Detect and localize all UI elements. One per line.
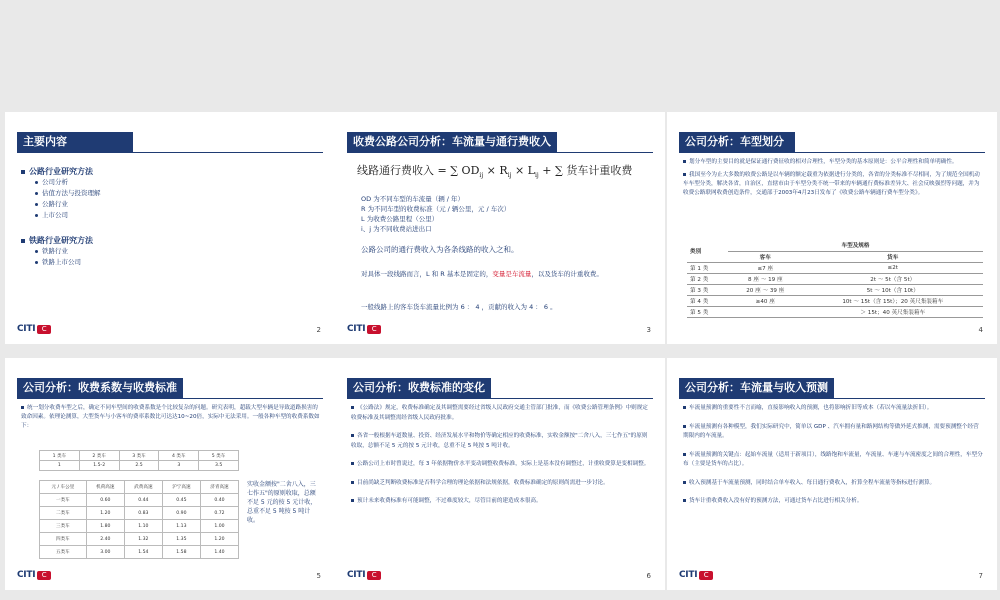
summary-text: 公路公司的通行费收入为各条线路的收入之和。 bbox=[361, 245, 519, 254]
square-bullet-icon bbox=[683, 499, 686, 502]
bullet-paragraph: 车流量预测的重要性不言而喻，直接影响收入的预测，也将影响折旧等成本（若以车流量法折旧）。 bbox=[683, 404, 983, 414]
page-number: 6 bbox=[646, 572, 651, 580]
slide-title: 公司分析：收费标准的变化 bbox=[347, 378, 491, 398]
slide-body bbox=[21, 404, 321, 435]
toc-item: 估值方法与投资理解 bbox=[35, 188, 101, 199]
toc-item: 上市公司 bbox=[35, 210, 101, 221]
bullet-paragraph: 车流量预测有各种模型，我们实际研究中，简单以 GDP 、汽车拥有量和路网结构等做外延式推测，需要预测整个经营期限内的车流量。 bbox=[683, 423, 979, 439]
table-row: 二类车 1.20 0.83 0.90 0.72 bbox=[40, 507, 239, 520]
slide-3[interactable] bbox=[335, 112, 665, 344]
square-bullet-icon bbox=[351, 434, 354, 437]
toc-section: 公路行业研究方法 bbox=[21, 166, 101, 177]
dot-bullet-icon bbox=[35, 192, 38, 195]
page-number: 7 bbox=[978, 572, 983, 580]
page-number: 4 bbox=[978, 326, 983, 334]
table-row: 一类车 0.60 0.44 0.45 0.40 bbox=[40, 494, 239, 507]
slide-title: 公司分析：收费系数与收费标准 bbox=[17, 378, 183, 398]
slide-body bbox=[683, 158, 983, 202]
bullet-paragraph: 各省一般根据车道数量、投资、经济发展水平和物价等确定相应的收费标准，实收金额按"二舍八入，三七作五"的原则收取，总额不足 5 元的按 5 元计收，总重不足 5 吨按 5 吨计收。 bbox=[351, 433, 648, 449]
square-bullet-icon bbox=[21, 239, 25, 243]
table-row: 三类车 1.80 1.10 1.13 1.00 bbox=[40, 520, 239, 533]
slide-6[interactable] bbox=[335, 358, 665, 590]
table-row: 第 2 类 8 座 ～ 19 座 2t ～ 5t（含 5t） bbox=[687, 273, 983, 284]
bullet-paragraph: 统一划分收费车型之后，确定不同车型间的收费系数是个比较复杂的问题。研究表明，超载大型车辆是导致道路损害的致命因素。依理论测算，大型货车与小客车的费率系数比可达达10~20倍，实际中无法采用。一般各种车型的收费系数如下： bbox=[21, 405, 320, 429]
table-of-contents bbox=[21, 160, 101, 268]
slide-7[interactable] bbox=[667, 358, 997, 590]
table-row: 第 3 类 20 座 ～ 39 座 5t ～ 10t（含 10t） bbox=[687, 284, 983, 295]
brand-logo: CITI C bbox=[17, 324, 51, 334]
dot-bullet-icon bbox=[35, 181, 38, 184]
square-bullet-icon bbox=[351, 499, 354, 502]
square-bullet-icon bbox=[683, 453, 686, 456]
title-divider bbox=[17, 398, 323, 399]
toc-item: 公路行业 bbox=[35, 199, 101, 210]
slide-body bbox=[351, 404, 651, 511]
bullet-paragraph: 货车计重收费收入没有好的预测方法，可通过货车占比进行相关分析。 bbox=[683, 497, 983, 507]
square-bullet-icon bbox=[683, 160, 686, 163]
bullet-paragraph: 划分车型的主要目的就是保证通行费征收的相对合理性，车型分类的基本原则是：公平合理性和简单明确性。 bbox=[683, 158, 983, 167]
revenue-formula: 线路通行费收入 = ∑ $OD_{ij} \times R_{ij} \times L_{ij}$ + ∑ 货车计重收费 bbox=[357, 164, 633, 180]
bullet-paragraph: 《公路法》规定，收费标准确定及其调整需要经过省级人民政府交通主管部门批准，而《收费公路管理条例》中则规定收费标准及其调整需经省级人民政府批准。 bbox=[351, 405, 648, 421]
title-divider bbox=[347, 152, 653, 153]
square-bullet-icon bbox=[351, 406, 354, 409]
bullet-paragraph: 我国至今为止大多数的收费公路是以车辆的额定载重为依据进行分类的，各省的分类标准不尽相同，为了规范全国机动车车型分类，解决各省，自治区，直辖市由于车型分类不统一带来的车辆通行费标准差异大、社会反映强烈等问题，并为收费公路联网收费创造条件，交通部于2003年4月23日发布了《收费公路车辆通行费车型分类》。 bbox=[683, 172, 980, 196]
toc-section: 铁路行业研究方法 bbox=[21, 235, 101, 246]
bullet-paragraph: 目前尚缺乏判断收费标准是否科学合理的理论依据和法规依据，收费标准确定的原则尚需进一步讨论。 bbox=[351, 479, 651, 489]
variable-text: 对具体一段线路而言，L 和 R 基本是固定的，变量是车流量，以及货车的计重收费。 bbox=[361, 270, 603, 278]
dot-bullet-icon bbox=[35, 214, 38, 217]
brand-logo: CITI C bbox=[347, 570, 381, 580]
title-divider bbox=[17, 152, 323, 153]
formula-legend: OD 为不同车型的车流量（辆 / 年） R 为不同车型的收费标准（元 / 辆公里，元 / 车次） L 为收费公路里程（公里） i、j 为不同收费站进出口 bbox=[361, 195, 511, 233]
square-bullet-icon bbox=[21, 170, 25, 174]
vehicle-class-table: 类别 车型及规格 客车 货车 第 1 类 ≤7 座 ≤2t 第 2 类 8 座 ～ 19 座 2t ～ 5t（含 5t） 第 3 类 20 座 ～ 39 座 5t ～ 10t（含 10t） 第 4 类 ≥40 座 10t ～ 15t（含 15t）；20 英尺集装箱车 第 5 类 ＞ 15t；40 英尺集装箱车 bbox=[687, 240, 983, 318]
brand-logo: CITI C bbox=[347, 324, 381, 334]
square-bullet-icon bbox=[683, 425, 686, 428]
coefficient-table: 1 类车 2 类车 3 类车 4 类车 5 类车 1 1.5-2 2.5 3 3.5 bbox=[39, 450, 239, 471]
slide-4[interactable] bbox=[667, 112, 997, 344]
dot-bullet-icon bbox=[35, 261, 38, 264]
title-divider bbox=[679, 398, 985, 399]
dot-bullet-icon bbox=[35, 203, 38, 206]
bullet-paragraph: 公路公司上市时曾说过，每 3 年依据物价水平变动调整收费标准，实际上是基本没有调整过，计重收费算是变相调整。 bbox=[351, 460, 651, 470]
toc-item: 铁路上市公司 bbox=[35, 257, 101, 268]
slide-title: 公司分析：车型划分 bbox=[679, 132, 795, 152]
table-row: 五类车 3.00 1.54 1.58 1.40 bbox=[40, 546, 239, 559]
square-bullet-icon bbox=[351, 462, 354, 465]
table-row: 第 1 类 ≤7 座 ≤2t bbox=[687, 262, 983, 273]
table-row: 第 4 类 ≥40 座 10t ～ 15t（含 15t）；20 英尺集装箱车 bbox=[687, 295, 983, 306]
slide-title: 主要内容 bbox=[17, 132, 133, 152]
bullet-paragraph: 收入预测基于车流量预测，同时结合单车收入、每日通行费收入，折算全程车流量等指标进行测算。 bbox=[683, 479, 983, 489]
square-bullet-icon bbox=[683, 481, 686, 484]
table-row: 第 5 类 ＞ 15t；40 英尺集装箱车 bbox=[687, 306, 983, 317]
brand-logo: CITI C bbox=[17, 570, 51, 580]
square-bullet-icon bbox=[683, 173, 686, 176]
brand-logo: CITI C bbox=[679, 570, 713, 580]
bullet-paragraph: 车流量预测的关键点：起始车流量（适用于新项目），线路饱和车流量，车流量、车速与车流密度之间的合理性，车型分布（主要是货车的占比）。 bbox=[683, 451, 983, 467]
toc-item: 铁路行业 bbox=[35, 246, 101, 257]
dot-bullet-icon bbox=[35, 250, 38, 253]
square-bullet-icon bbox=[683, 406, 686, 409]
slide-5[interactable] bbox=[5, 358, 335, 590]
slide-title: 公司分析：车流量与收入预测 bbox=[679, 378, 834, 398]
page-number: 3 bbox=[646, 326, 651, 334]
highlight-text: 变量是车流量 bbox=[492, 270, 532, 278]
slide-2[interactable] bbox=[5, 112, 335, 344]
page-number: 5 bbox=[316, 572, 321, 580]
table-row: 四类车 2.40 1.32 1.35 1.20 bbox=[40, 533, 239, 546]
square-bullet-icon bbox=[21, 406, 24, 409]
title-divider bbox=[347, 398, 653, 399]
rounding-note: 实收金额按"二舍八入，三七作五"的原则收取，总额不足 5 元的按 5 元计收，总重不足 5 吨按 5 吨计收。 bbox=[247, 481, 317, 524]
fee-table: 元 / 车公里 机荷高速 武黄高速 沪宁高速 济青高速 一类车 0.60 0.44 0.45 0.40 二类车 1.20 0.83 0.90 0.72 三类车 1.80 1.10 1.13 1.00 四类车 2.40 1.32 1.35 1.20 五类车 3.00 1.54 1.58 1.40 bbox=[39, 480, 239, 559]
ratio-text: 一般线路上的客车货车流量比例为 6 ： 4 ，贡献的收入为 4 ： 6 。 bbox=[361, 303, 557, 311]
toc-item: 公司分析 bbox=[35, 177, 101, 188]
square-bullet-icon bbox=[351, 481, 354, 484]
title-divider bbox=[679, 152, 985, 153]
slide-body bbox=[683, 404, 983, 511]
bullet-paragraph: 预计未来收费标准有可能调整，不过难度较大，尽管目前的建造成本很高。 bbox=[351, 497, 651, 507]
page-number: 2 bbox=[316, 326, 321, 334]
slide-title: 收费公路公司分析：车流量与通行费收入 bbox=[347, 132, 557, 152]
